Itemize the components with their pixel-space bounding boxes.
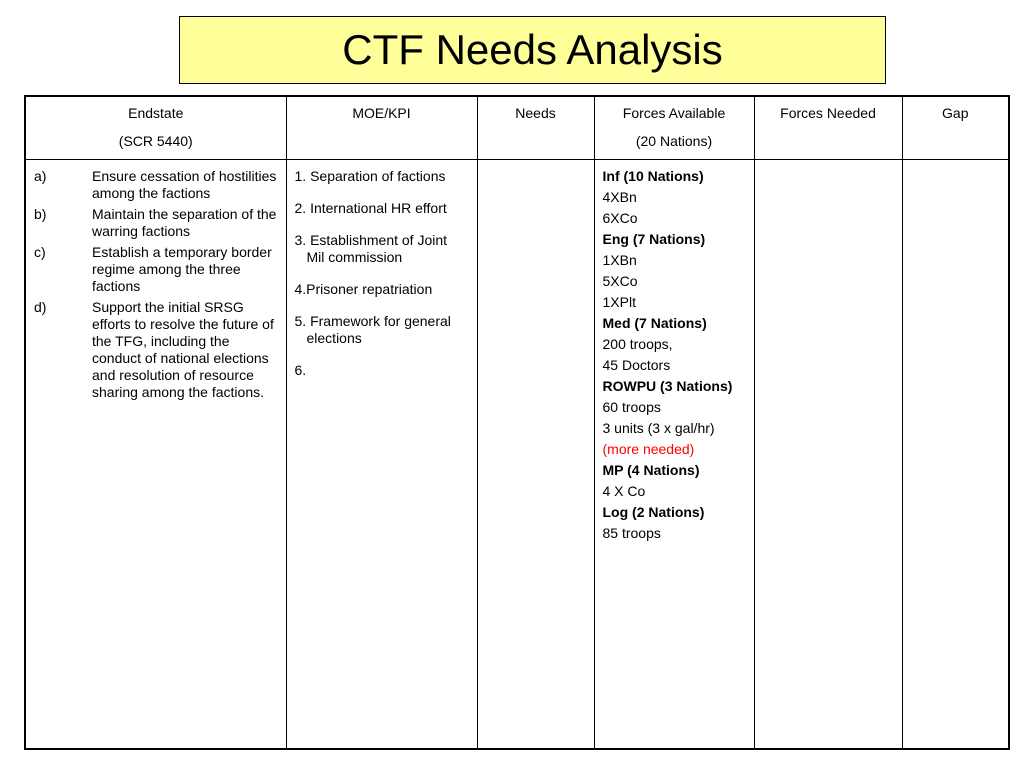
gap-cell (902, 159, 1009, 749)
needs-analysis-table (24, 95, 1010, 750)
endstate-text: Ensure cessation of hostilities among the factions (92, 167, 277, 201)
endstate-marker: b) (34, 205, 47, 222)
force-detail: 45 Doctors (602, 356, 671, 373)
moe-item: 4.Prisoner repatriation (294, 280, 433, 297)
header-forces-available: Forces Available (20 Nations) (594, 96, 754, 159)
moe-item: 6. (294, 361, 307, 378)
forces-needed-cell (754, 159, 902, 749)
force-category: MP (4 Nations) (602, 461, 700, 478)
force-detail: 3 units (3 x gal/hr) (602, 419, 715, 436)
force-detail: 60 troops (602, 398, 661, 415)
force-category: ROWPU (3 Nations) (602, 377, 733, 394)
endstate-cell (25, 159, 286, 749)
force-detail: 1XBn (602, 251, 637, 268)
slide-title-box (179, 16, 886, 84)
header-gap: Gap (902, 96, 1009, 159)
body-row (25, 159, 1009, 749)
force-category: Inf (10 Nations) (602, 167, 704, 184)
endstate-item (34, 244, 278, 295)
endstate-item (34, 299, 278, 401)
endstate-text: Maintain the separation of the warring factions (92, 205, 277, 239)
endstate-item (34, 206, 278, 240)
needs-cell (477, 159, 594, 749)
force-detail: 1XPlt (602, 293, 636, 310)
force-detail: (more needed) (602, 440, 695, 457)
force-detail: 200 troops, (602, 335, 673, 352)
endstate-item (34, 168, 278, 202)
moe-kpi-cell (286, 159, 477, 749)
moe-item: 1. Separation of factions (294, 167, 446, 184)
header-endstate: Endstate (SCR 5440) (25, 96, 286, 159)
endstate-text: Establish a temporary border regime among the three factions (92, 243, 272, 294)
endstate-marker: d) (34, 298, 47, 315)
force-detail: 4 X Co (602, 482, 646, 499)
force-category: Med (7 Nations) (602, 314, 707, 331)
slide-title: CTF Needs Analysis (342, 26, 723, 73)
moe-item: 5. Framework for general elections (294, 312, 451, 346)
force-detail: 6XCo (602, 209, 638, 226)
forces-available-list (603, 168, 746, 542)
force-category: Log (2 Nations) (602, 503, 705, 520)
header-moe-kpi: MOE/KPI (286, 96, 477, 159)
header-row (25, 96, 1009, 159)
force-detail: 4XBn (602, 188, 637, 205)
force-category: Eng (7 Nations) (602, 230, 706, 247)
header-needs: Needs (477, 96, 594, 159)
moe-item: 2. International HR effort (294, 199, 447, 216)
header-forces-needed: Forces Needed (754, 96, 902, 159)
force-detail: 85 troops (602, 524, 661, 541)
endstate-text: Support the initial SRSG efforts to resolve the future of the TFG, including the conduct of national elections and resolution of resource sharing among the factions. (92, 298, 274, 400)
forces-available-cell (594, 159, 754, 749)
endstate-marker: a) (34, 167, 47, 184)
force-detail: 5XCo (602, 272, 638, 289)
moe-item: 3. Establishment of Joint Mil commission (294, 231, 448, 265)
endstate-marker: c) (34, 243, 46, 260)
